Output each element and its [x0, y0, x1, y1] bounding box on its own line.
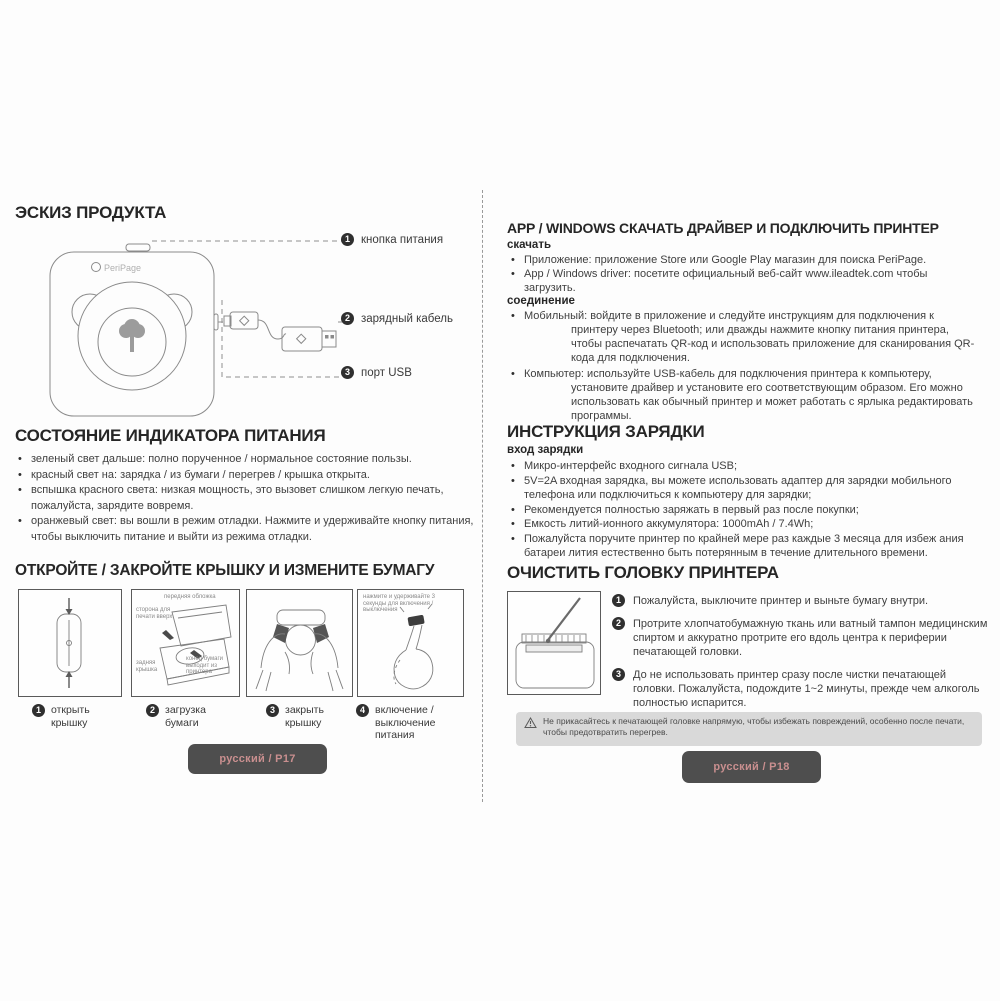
step-1-badge: 1 — [612, 594, 625, 607]
usb-port-shape — [214, 314, 218, 330]
figure-label-front-cover: передняя обложка — [164, 594, 216, 600]
callout-power-button — [341, 233, 443, 246]
cleaning-step — [612, 617, 988, 659]
list-item: • Компьютер: используйте USB-кабель для подключения принтера к компьютеру, установите драйвер и установите его соответствующим образом. Его можно использовать как обычный принтер и может работать с ярлыка редактировать программы. — [511, 367, 979, 423]
list-item: • оранжевый свет: вы вошли в режим отладки. Нажмите и удерживайте кнопку питания, чтобы выключить питание и выйти из режима отладки. — [18, 514, 474, 545]
charging-list — [511, 459, 985, 561]
figure-open-cover — [18, 589, 122, 697]
caption-power-on-off — [356, 704, 460, 742]
list-item: • Микро-интерфейс входного сигнала USB; — [511, 459, 985, 474]
list-item: • Пожалуйста поручите принтер по крайней мере раз каждые 3 месяца для избеж ания батареи лития естественно быть потерянным в течение длительного времени. — [511, 532, 985, 561]
figure-label-paper-exit: конец бумаги выходит из принтера — [186, 656, 224, 675]
step-3-text: До не использовать принтер сразу после чистки печатающей головки. Пожалуйста, подождите 1~2 минуты, прежде чем алкоголь полностью испарится. — [633, 669, 980, 709]
figure-label-back-cover: задняя крышка — [136, 660, 158, 673]
usb-plug-hole-1 — [325, 335, 329, 339]
caption-load-paper — [146, 704, 236, 729]
callout-2-badge: 2 — [341, 312, 354, 325]
figure-clean-head — [507, 591, 601, 695]
list-item: • Емкость литий-ионного аккумулятора: 1000mAh / 7.4Wh; — [511, 517, 985, 532]
list-item: • вспышка красного света: низкая мощность, это вызовет слишком легкую печать, пожалуйста, зарядите вовремя. — [18, 483, 474, 514]
cleaning-step — [612, 594, 988, 608]
download-list — [511, 253, 981, 295]
callout-2-label: зарядный кабель — [361, 312, 453, 325]
step-2-text: Протрите хлопчатобумажную ткань или ватный тампон медицинским спиртом и аккуратно протрите его вдоль центра к периферии печатающей головки. — [633, 618, 988, 658]
clean-head-sketch — [508, 592, 600, 694]
step-3-badge: 3 — [612, 668, 625, 681]
caption-1-badge: 1 — [32, 704, 45, 717]
list-item: • Мобильный: войдите в приложение и следуйте инструкциям для подключения к принтеру через Bluetooth; или дважды нажмите кнопку питания принтера, чтобы распечатать QR-код и использовать приложение для сканирования QR-кода для подключения. — [511, 309, 979, 365]
usb-plug-icon — [297, 334, 306, 343]
peripage-logo-text: PeriPage — [104, 263, 142, 273]
warning-text: Не прикасайтесь к печатающей головке напрямую, чтобы избежать повреждений, особенно после печати, чтобы предотвратить перегрев. — [543, 716, 965, 737]
subhead-charging-input: вход зарядки — [507, 444, 584, 456]
callout-1-label: кнопка питания — [361, 233, 444, 246]
list-item: • 5V=2A входная зарядка, вы можете использовать адаптер для зарядки мобильного телефона или подключиться к компьютеру для зарядки; — [511, 474, 985, 503]
caption-2-badge: 2 — [146, 704, 159, 717]
cleaning-steps — [612, 594, 988, 719]
micro-usb-icon — [240, 316, 249, 325]
caption-open-cover — [32, 704, 122, 729]
caption-3-text: закрыть крышку — [285, 704, 324, 729]
figure-close-cover — [246, 589, 353, 697]
section-title-clean-head: ОЧИСТИТЬ ГОЛОВКУ ПРИНТЕРА — [507, 563, 779, 582]
caption-1-text: открыть крышку — [51, 704, 90, 729]
section-title-product-sketch: ЭСКИЗ ПРОДУКТА — [15, 203, 167, 222]
warning-bar — [516, 712, 982, 746]
caption-close-cover — [266, 704, 356, 729]
callout-charging-cable — [341, 312, 453, 325]
figure-power-on-off — [357, 589, 464, 697]
section-title-app-windows: APP / WINDOWS СКАЧАТЬ ДРАЙВЕР И ПОДКЛЮЧИТЬ ПРИНТЕР — [507, 220, 939, 236]
figure-label-hold-3-seconds: нажмите и удерживайте 3 секунды для включения /выключения — [363, 594, 436, 613]
usb-plug-hole-2 — [331, 335, 335, 339]
section-title-power-indicator: СОСТОЯНИЕ ИНДИКАТОРА ПИТАНИЯ — [15, 426, 326, 445]
usb-plug-metal — [322, 331, 336, 347]
subhead-download: скачать — [507, 239, 552, 251]
list-item: • зеленый свет дальше: полно порученное / нормальное состояние пользы. — [18, 452, 474, 468]
close-cover-sketch — [247, 590, 352, 696]
warning-triangle-icon — [524, 717, 537, 729]
step-1-text: Пожалуйста, выключите принтер и выньте бумагу внутри. — [633, 595, 929, 607]
subhead-connection: соединение — [507, 295, 575, 307]
usb-plug-body — [282, 327, 322, 351]
load-paper-sketch — [132, 590, 239, 696]
peripage-logo-icon — [92, 263, 101, 272]
figure-load-paper — [131, 589, 240, 697]
open-cover-sketch — [19, 590, 121, 696]
page-divider-dashed-line — [482, 190, 483, 802]
callout-1-badge: 1 — [341, 233, 354, 246]
list-item: • красный свет на: зарядка / из бумаги / перегрев / крышка открыта. — [18, 468, 474, 484]
caption-2-text: загрузка бумаги — [165, 704, 206, 729]
callout-usb-port — [341, 366, 412, 379]
list-item: • App / Windows driver: посетите официальный веб-сайт www.ileadtek.com чтобы загрузить. — [511, 267, 981, 295]
caption-4-badge: 4 — [356, 704, 369, 717]
page-footer-left: русский / P17 — [188, 744, 327, 774]
figure-label-print-side-up: сторона для печати вверх — [136, 607, 173, 620]
caption-3-badge: 3 — [266, 704, 279, 717]
callout-3-badge: 3 — [341, 366, 354, 379]
charging-cable-drawing — [224, 312, 336, 351]
callout-3-label: порт USB — [361, 366, 412, 379]
section-title-open-close-cover: ОТКРОЙТЕ / ЗАКРОЙТЕ КРЫШКУ И ИЗМЕНИТЕ БУМАГУ — [15, 562, 435, 579]
list-item: • Приложение: приложение Store или Google Play магазин для поиска PeriPage. — [511, 253, 981, 267]
section-title-charging: ИНСТРУКЦИЯ ЗАРЯДКИ — [507, 422, 705, 441]
connection-list — [511, 309, 979, 423]
caption-4-text: включение /выключение питания — [375, 704, 436, 741]
step-2-badge: 2 — [612, 617, 625, 630]
product-sketch-drawing — [40, 228, 480, 423]
page-footer-right: русский / P18 — [682, 751, 821, 783]
list-item: • Рекомендуется полностью заряжать в первый раз после покупки; — [511, 503, 985, 518]
micro-usb-body — [230, 312, 258, 329]
power-button-shape — [126, 244, 150, 251]
power-indicator-list — [18, 452, 474, 545]
cleaning-step — [612, 668, 988, 710]
